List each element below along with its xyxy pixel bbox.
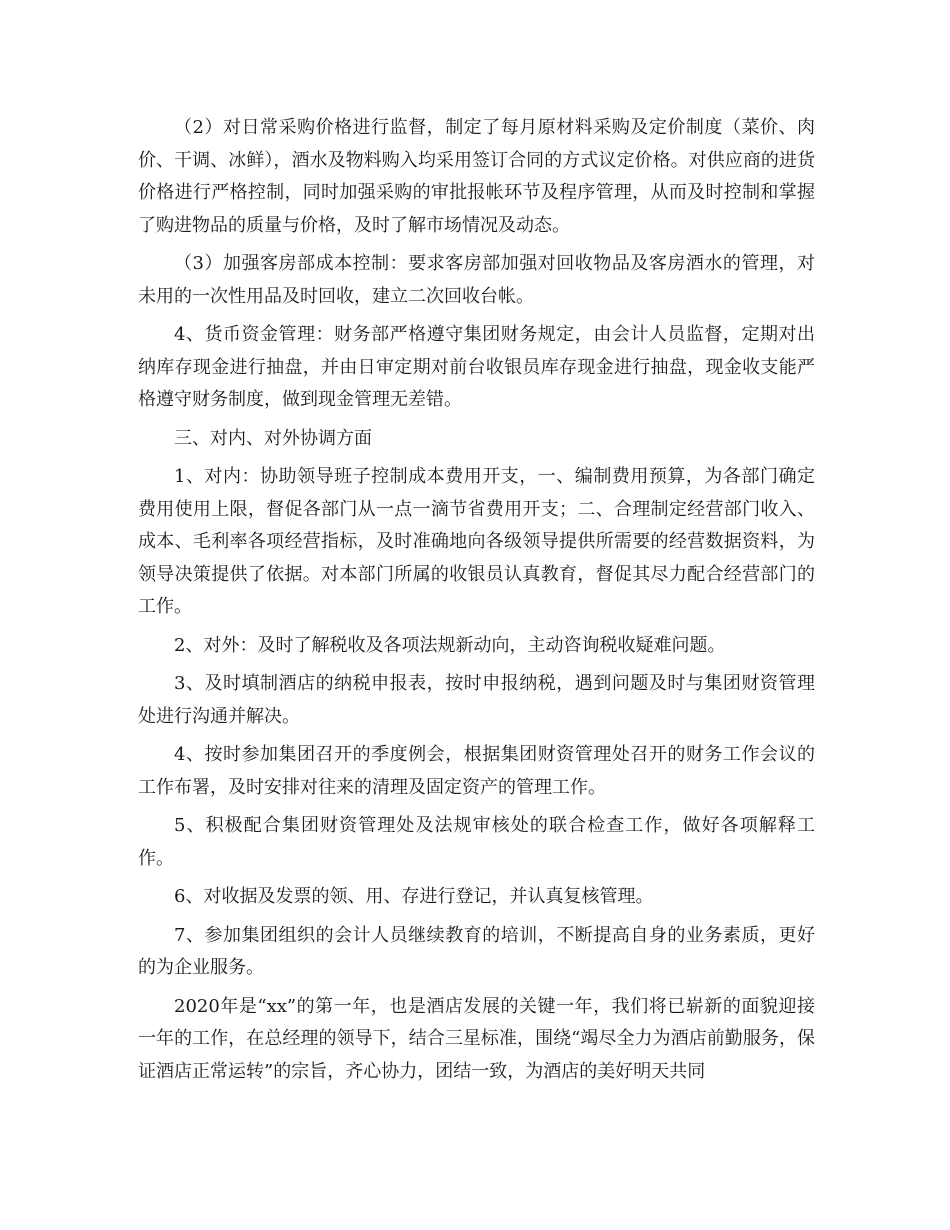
paragraph-continuing-education: 7、参加集团组织的会计人员继续教育的培训，不断提高自身的业务素质，更好的为企业服务。 [138,924,815,978]
paragraph-cash-management: 4、货币资金管理：财务部严格遵守集团财务规定，由会计人员监督，定期对出纳库存现金进行抽盘，并由日审定期对前台收银员库存现金进行抽盘，现金收支能严格遵守财务制度，做到现金管理无差错。 [138,324,815,410]
paragraph-quarterly-meeting: 4、按时参加集团召开的季度例会，根据集团财资管理处召开的财务工作会议的工作布署，及时安排对往来的清理及固定资产的管理工作。 [138,744,815,798]
paragraph-housekeeping-cost-control: （3）加强客房部成本控制：要求客房部加强对回收物品及客房酒水的管理，对未用的一次性用品及时回收，建立二次回收台帐。 [138,253,815,307]
paragraph-external-coordination: 2、对外：及时了解税收及各项法规新动向，主动咨询税收疑难问题。 [174,634,726,656]
section-heading-coordination: 三、对内、对外协调方面 [174,427,372,449]
paragraph-receipts-invoices: 6、对收据及发票的领、用、存进行登记，并认真复核管理。 [174,886,654,907]
paragraph-purchase-price-control: （2）对日常采购价格进行监督，制定了每月原材料采购及定价制度（菜价、肉价、干调、冰鲜），酒水及物料购入均采用签订合同的方式议定价格。对供应商的进货价格进行严格控制，同时加强采购的审批报帐环节及程序管理，从而及时控制和掌握了购进物品的质量与价格，及时了解市场情况及动态。 [138,117,815,236]
paragraph-tax-filing: 3、及时填制酒店的纳税申报表，按时申报纳税，遇到问题及时与集团财资管理处进行沟通并解决。 [138,673,815,727]
paragraph-internal-coordination: 1、对内：协助领导班子控制成本费用开支，一、编制费用预算，为各部门确定费用使用上限，督促各部门从一点一滴节省费用开支；二、合理制定经营部门收入、成本、毛利率各项经营指标，及时准确地向各级领导提供所需要的经营数据资料，为领导决策提供了依据。对本部门所属的收银员认真教育，督促其尽力配合经营部门的工作。 [138,466,815,617]
document-body [138,112,815,1094]
paragraph-joint-inspection: 5、积极配合集团财资管理处及法规审核处的联合检查工作，做好各项解释工作。 [138,815,815,869]
paragraph-outlook: 2020年是“xx”的第一年，也是酒店发展的关键一年，我们将已崭新的面貌迎接一年的工作，在总经理的领导下，结合三星标准，围绕“竭尽全力为酒店前勤服务，保证酒店正常运转”的宗旨，齐心协力，团结一致，为酒店的美好明天共同 [138,995,815,1082]
